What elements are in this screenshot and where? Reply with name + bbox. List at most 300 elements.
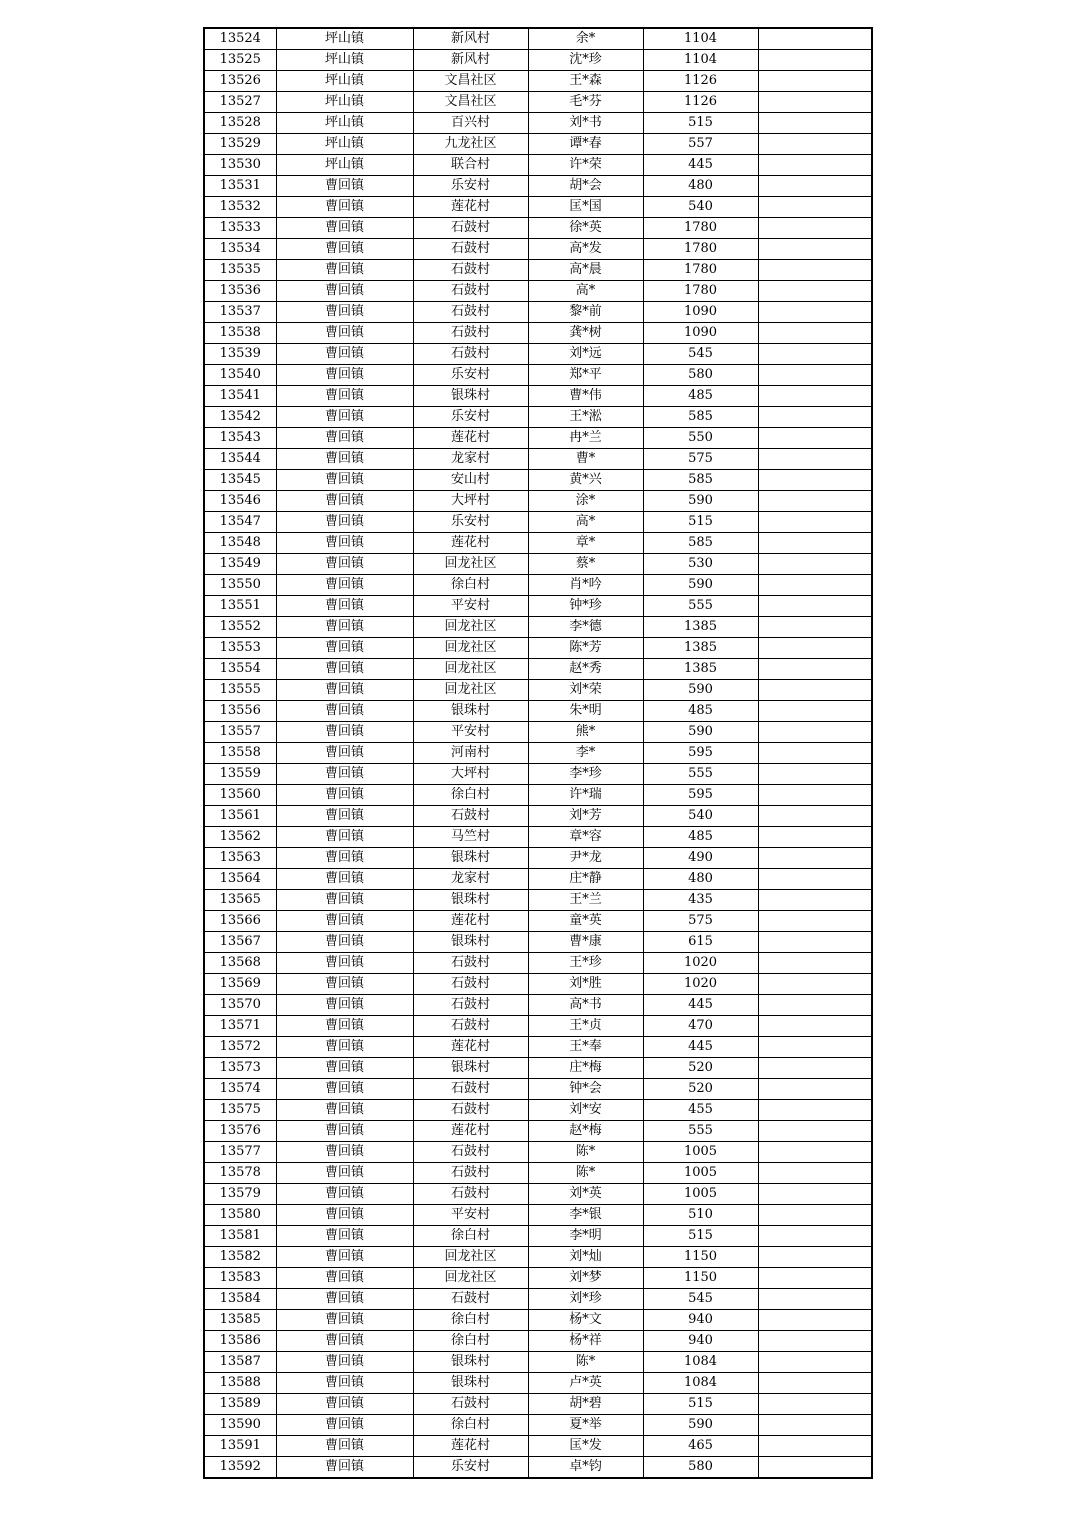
amount-cell: 515 <box>643 512 758 533</box>
town-cell: 曹回镇 <box>276 974 413 995</box>
record-id-cell: 13529 <box>204 134 276 155</box>
record-id-cell: 13570 <box>204 995 276 1016</box>
table-row <box>204 1163 872 1184</box>
name-cell: 夏*举 <box>528 1415 643 1436</box>
remark-cell <box>758 1037 872 1058</box>
town-cell: 曹回镇 <box>276 239 413 260</box>
name-cell: 余* <box>528 28 643 50</box>
amount-cell: 1104 <box>643 50 758 71</box>
town-cell: 曹回镇 <box>276 512 413 533</box>
amount-cell: 1385 <box>643 659 758 680</box>
table-row <box>204 1226 872 1247</box>
name-cell: 曹*康 <box>528 932 643 953</box>
remark-cell <box>758 1163 872 1184</box>
name-cell: 刘*荣 <box>528 680 643 701</box>
town-cell: 曹回镇 <box>276 575 413 596</box>
amount-cell: 510 <box>643 1205 758 1226</box>
name-cell: 曹*伟 <box>528 386 643 407</box>
remark-cell <box>758 848 872 869</box>
remark-cell <box>758 743 872 764</box>
table-row <box>204 995 872 1016</box>
remark-cell <box>758 260 872 281</box>
amount-cell: 1084 <box>643 1373 758 1394</box>
amount-cell: 1780 <box>643 260 758 281</box>
record-id-cell: 13580 <box>204 1205 276 1226</box>
record-id-cell: 13572 <box>204 1037 276 1058</box>
table-row <box>204 680 872 701</box>
amount-cell: 590 <box>643 680 758 701</box>
village-cell: 回龙社区 <box>413 1268 528 1289</box>
village-cell: 新风村 <box>413 28 528 50</box>
village-cell: 石鼓村 <box>413 1100 528 1121</box>
village-cell: 莲花村 <box>413 1121 528 1142</box>
table-row <box>204 554 872 575</box>
town-cell: 曹回镇 <box>276 197 413 218</box>
name-cell: 胡*会 <box>528 176 643 197</box>
record-id-cell: 13548 <box>204 533 276 554</box>
town-cell: 坪山镇 <box>276 134 413 155</box>
village-cell: 银珠村 <box>413 1373 528 1394</box>
table-row <box>204 197 872 218</box>
town-cell: 坪山镇 <box>276 50 413 71</box>
amount-cell: 445 <box>643 155 758 176</box>
remark-cell <box>758 1058 872 1079</box>
village-cell: 石鼓村 <box>413 344 528 365</box>
remark-cell <box>758 701 872 722</box>
name-cell: 高*书 <box>528 995 643 1016</box>
record-id-cell: 13549 <box>204 554 276 575</box>
amount-cell: 1780 <box>643 239 758 260</box>
roster-table-body <box>204 28 872 1478</box>
amount-cell: 515 <box>643 113 758 134</box>
table-row <box>204 50 872 71</box>
town-cell: 曹回镇 <box>276 806 413 827</box>
table-row <box>204 848 872 869</box>
village-cell: 石鼓村 <box>413 281 528 302</box>
village-cell: 文昌社区 <box>413 71 528 92</box>
name-cell: 王*珍 <box>528 953 643 974</box>
name-cell: 黄*兴 <box>528 470 643 491</box>
table-row <box>204 1016 872 1037</box>
town-cell: 曹回镇 <box>276 911 413 932</box>
record-id-cell: 13527 <box>204 92 276 113</box>
table-row <box>204 638 872 659</box>
amount-cell: 1126 <box>643 71 758 92</box>
record-id-cell: 13543 <box>204 428 276 449</box>
town-cell: 曹回镇 <box>276 848 413 869</box>
table-row <box>204 491 872 512</box>
amount-cell: 485 <box>643 827 758 848</box>
name-cell: 胡*碧 <box>528 1394 643 1415</box>
amount-cell: 590 <box>643 1415 758 1436</box>
name-cell: 杨*文 <box>528 1310 643 1331</box>
record-id-cell: 13551 <box>204 596 276 617</box>
amount-cell: 540 <box>643 197 758 218</box>
amount-cell: 1126 <box>643 92 758 113</box>
record-id-cell: 13577 <box>204 1142 276 1163</box>
name-cell: 陈* <box>528 1352 643 1373</box>
village-cell: 石鼓村 <box>413 995 528 1016</box>
record-id-cell: 13565 <box>204 890 276 911</box>
record-id-cell: 13583 <box>204 1268 276 1289</box>
table-row <box>204 1352 872 1373</box>
table-row <box>204 701 872 722</box>
table-row <box>204 386 872 407</box>
town-cell: 坪山镇 <box>276 155 413 176</box>
table-row <box>204 281 872 302</box>
village-cell: 龙家村 <box>413 869 528 890</box>
amount-cell: 580 <box>643 365 758 386</box>
amount-cell: 580 <box>643 1457 758 1479</box>
town-cell: 曹回镇 <box>276 407 413 428</box>
amount-cell: 545 <box>643 344 758 365</box>
amount-cell: 615 <box>643 932 758 953</box>
table-row <box>204 659 872 680</box>
record-id-cell: 13554 <box>204 659 276 680</box>
name-cell: 肖*吟 <box>528 575 643 596</box>
remark-cell <box>758 533 872 554</box>
village-cell: 平安村 <box>413 596 528 617</box>
table-row <box>204 1289 872 1310</box>
amount-cell: 1005 <box>643 1142 758 1163</box>
remark-cell <box>758 1247 872 1268</box>
table-row <box>204 1142 872 1163</box>
amount-cell: 515 <box>643 1226 758 1247</box>
town-cell: 坪山镇 <box>276 28 413 50</box>
table-row <box>204 806 872 827</box>
amount-cell: 940 <box>643 1310 758 1331</box>
name-cell: 章*容 <box>528 827 643 848</box>
village-cell: 石鼓村 <box>413 1142 528 1163</box>
town-cell: 曹回镇 <box>276 1142 413 1163</box>
town-cell: 曹回镇 <box>276 869 413 890</box>
record-id-cell: 13531 <box>204 176 276 197</box>
amount-cell: 1020 <box>643 974 758 995</box>
remark-cell <box>758 1457 872 1479</box>
town-cell: 曹回镇 <box>276 1016 413 1037</box>
village-cell: 河南村 <box>413 743 528 764</box>
amount-cell: 590 <box>643 491 758 512</box>
table-row <box>204 785 872 806</box>
remark-cell <box>758 827 872 848</box>
record-id-cell: 13534 <box>204 239 276 260</box>
amount-cell: 557 <box>643 134 758 155</box>
amount-cell: 1104 <box>643 28 758 50</box>
table-row <box>204 953 872 974</box>
record-id-cell: 13560 <box>204 785 276 806</box>
remark-cell <box>758 449 872 470</box>
name-cell: 冉*兰 <box>528 428 643 449</box>
village-cell: 银珠村 <box>413 848 528 869</box>
table-row <box>204 134 872 155</box>
amount-cell: 550 <box>643 428 758 449</box>
village-cell: 银珠村 <box>413 386 528 407</box>
record-id-cell: 13550 <box>204 575 276 596</box>
amount-cell: 515 <box>643 1394 758 1415</box>
remark-cell <box>758 1184 872 1205</box>
table-row <box>204 722 872 743</box>
village-cell: 徐白村 <box>413 1415 528 1436</box>
table-row <box>204 113 872 134</box>
record-id-cell: 13547 <box>204 512 276 533</box>
record-id-cell: 13562 <box>204 827 276 848</box>
amount-cell: 555 <box>643 596 758 617</box>
town-cell: 曹回镇 <box>276 554 413 575</box>
town-cell: 曹回镇 <box>276 701 413 722</box>
record-id-cell: 13528 <box>204 113 276 134</box>
remark-cell <box>758 1289 872 1310</box>
remark-cell <box>758 1079 872 1100</box>
name-cell: 赵*梅 <box>528 1121 643 1142</box>
name-cell: 朱*明 <box>528 701 643 722</box>
table-row <box>204 1247 872 1268</box>
amount-cell: 490 <box>643 848 758 869</box>
village-cell: 徐白村 <box>413 1226 528 1247</box>
name-cell: 李*珍 <box>528 764 643 785</box>
town-cell: 曹回镇 <box>276 428 413 449</box>
amount-cell: 555 <box>643 1121 758 1142</box>
town-cell: 曹回镇 <box>276 1310 413 1331</box>
name-cell: 陈*芳 <box>528 638 643 659</box>
table-row <box>204 1394 872 1415</box>
town-cell: 曹回镇 <box>276 1394 413 1415</box>
amount-cell: 590 <box>643 722 758 743</box>
town-cell: 坪山镇 <box>276 113 413 134</box>
village-cell: 莲花村 <box>413 1436 528 1457</box>
amount-cell: 585 <box>643 407 758 428</box>
table-row <box>204 449 872 470</box>
village-cell: 银珠村 <box>413 701 528 722</box>
amount-cell: 480 <box>643 869 758 890</box>
town-cell: 曹回镇 <box>276 1373 413 1394</box>
name-cell: 曹* <box>528 449 643 470</box>
town-cell: 曹回镇 <box>276 344 413 365</box>
remark-cell <box>758 1415 872 1436</box>
name-cell: 李* <box>528 743 643 764</box>
amount-cell: 435 <box>643 890 758 911</box>
remark-cell <box>758 176 872 197</box>
town-cell: 曹回镇 <box>276 1058 413 1079</box>
remark-cell <box>758 1226 872 1247</box>
amount-cell: 520 <box>643 1079 758 1100</box>
table-row <box>204 827 872 848</box>
table-row <box>204 1079 872 1100</box>
amount-cell: 465 <box>643 1436 758 1457</box>
town-cell: 曹回镇 <box>276 1457 413 1479</box>
record-id-cell: 13589 <box>204 1394 276 1415</box>
table-row <box>204 155 872 176</box>
remark-cell <box>758 155 872 176</box>
amount-cell: 1005 <box>643 1163 758 1184</box>
record-id-cell: 13579 <box>204 1184 276 1205</box>
record-id-cell: 13558 <box>204 743 276 764</box>
village-cell: 新风村 <box>413 50 528 71</box>
town-cell: 曹回镇 <box>276 533 413 554</box>
remark-cell <box>758 71 872 92</box>
village-cell: 回龙社区 <box>413 617 528 638</box>
name-cell: 许*瑞 <box>528 785 643 806</box>
town-cell: 坪山镇 <box>276 71 413 92</box>
record-id-cell: 13569 <box>204 974 276 995</box>
amount-cell: 1090 <box>643 323 758 344</box>
remark-cell <box>758 575 872 596</box>
table-row <box>204 1037 872 1058</box>
name-cell: 王*贞 <box>528 1016 643 1037</box>
amount-cell: 1084 <box>643 1352 758 1373</box>
name-cell: 匡*发 <box>528 1436 643 1457</box>
table-row <box>204 1415 872 1436</box>
name-cell: 陈* <box>528 1163 643 1184</box>
amount-cell: 555 <box>643 764 758 785</box>
town-cell: 曹回镇 <box>276 680 413 701</box>
table-row <box>204 1058 872 1079</box>
village-cell: 回龙社区 <box>413 554 528 575</box>
remark-cell <box>758 113 872 134</box>
table-row <box>204 1121 872 1142</box>
name-cell: 沈*珍 <box>528 50 643 71</box>
village-cell: 石鼓村 <box>413 323 528 344</box>
remark-cell <box>758 869 872 890</box>
village-cell: 马竺村 <box>413 827 528 848</box>
name-cell: 刘*英 <box>528 1184 643 1205</box>
name-cell: 许*荣 <box>528 155 643 176</box>
record-id-cell: 13555 <box>204 680 276 701</box>
table-row <box>204 260 872 281</box>
village-cell: 莲花村 <box>413 911 528 932</box>
remark-cell <box>758 974 872 995</box>
town-cell: 曹回镇 <box>276 827 413 848</box>
amount-cell: 455 <box>643 1100 758 1121</box>
amount-cell: 445 <box>643 995 758 1016</box>
town-cell: 曹回镇 <box>276 722 413 743</box>
remark-cell <box>758 1100 872 1121</box>
village-cell: 莲花村 <box>413 428 528 449</box>
name-cell: 刘*梦 <box>528 1268 643 1289</box>
remark-cell <box>758 92 872 113</box>
village-cell: 石鼓村 <box>413 302 528 323</box>
table-row <box>204 1100 872 1121</box>
amount-cell: 595 <box>643 785 758 806</box>
name-cell: 李*银 <box>528 1205 643 1226</box>
record-id-cell: 13545 <box>204 470 276 491</box>
table-row <box>204 911 872 932</box>
amount-cell: 1780 <box>643 218 758 239</box>
remark-cell <box>758 1310 872 1331</box>
record-id-cell: 13561 <box>204 806 276 827</box>
town-cell: 曹回镇 <box>276 1331 413 1352</box>
name-cell: 章* <box>528 533 643 554</box>
town-cell: 曹回镇 <box>276 386 413 407</box>
record-id-cell: 13586 <box>204 1331 276 1352</box>
name-cell: 卓*钧 <box>528 1457 643 1479</box>
amount-cell: 1780 <box>643 281 758 302</box>
village-cell: 石鼓村 <box>413 260 528 281</box>
table-row <box>204 743 872 764</box>
village-cell: 平安村 <box>413 722 528 743</box>
record-id-cell: 13544 <box>204 449 276 470</box>
town-cell: 曹回镇 <box>276 764 413 785</box>
amount-cell: 575 <box>643 911 758 932</box>
town-cell: 曹回镇 <box>276 1037 413 1058</box>
name-cell: 刘*胜 <box>528 974 643 995</box>
town-cell: 曹回镇 <box>276 1415 413 1436</box>
name-cell: 刘*远 <box>528 344 643 365</box>
village-cell: 莲花村 <box>413 1037 528 1058</box>
table-row <box>204 764 872 785</box>
table-row <box>204 1457 872 1479</box>
record-id-cell: 13536 <box>204 281 276 302</box>
name-cell: 黎*前 <box>528 302 643 323</box>
name-cell: 尹*龙 <box>528 848 643 869</box>
remark-cell <box>758 239 872 260</box>
town-cell: 曹回镇 <box>276 995 413 1016</box>
remark-cell <box>758 1205 872 1226</box>
table-row <box>204 1331 872 1352</box>
village-cell: 石鼓村 <box>413 1163 528 1184</box>
name-cell: 刘*书 <box>528 113 643 134</box>
record-id-cell: 13564 <box>204 869 276 890</box>
village-cell: 乐安村 <box>413 176 528 197</box>
table-row <box>204 1436 872 1457</box>
town-cell: 曹回镇 <box>276 323 413 344</box>
town-cell: 曹回镇 <box>276 1226 413 1247</box>
name-cell: 高*发 <box>528 239 643 260</box>
town-cell: 曹回镇 <box>276 659 413 680</box>
remark-cell <box>758 218 872 239</box>
remark-cell <box>758 50 872 71</box>
name-cell: 赵*秀 <box>528 659 643 680</box>
remark-cell <box>758 995 872 1016</box>
village-cell: 回龙社区 <box>413 680 528 701</box>
name-cell: 王*森 <box>528 71 643 92</box>
name-cell: 熊* <box>528 722 643 743</box>
record-id-cell: 13535 <box>204 260 276 281</box>
record-id-cell: 13566 <box>204 911 276 932</box>
amount-cell: 595 <box>643 743 758 764</box>
remark-cell <box>758 134 872 155</box>
town-cell: 曹回镇 <box>276 1184 413 1205</box>
record-id-cell: 13591 <box>204 1436 276 1457</box>
record-id-cell: 13539 <box>204 344 276 365</box>
record-id-cell: 13541 <box>204 386 276 407</box>
remark-cell <box>758 491 872 512</box>
record-id-cell: 13582 <box>204 1247 276 1268</box>
name-cell: 刘*珍 <box>528 1289 643 1310</box>
table-row <box>204 92 872 113</box>
record-id-cell: 13533 <box>204 218 276 239</box>
town-cell: 曹回镇 <box>276 449 413 470</box>
table-row <box>204 596 872 617</box>
name-cell: 高*晨 <box>528 260 643 281</box>
remark-cell <box>758 1268 872 1289</box>
remark-cell <box>758 617 872 638</box>
remark-cell <box>758 1331 872 1352</box>
amount-cell: 480 <box>643 176 758 197</box>
village-cell: 石鼓村 <box>413 1184 528 1205</box>
table-row <box>204 71 872 92</box>
name-cell: 陈* <box>528 1142 643 1163</box>
town-cell: 曹回镇 <box>276 1163 413 1184</box>
table-row <box>204 512 872 533</box>
remark-cell <box>758 911 872 932</box>
town-cell: 曹回镇 <box>276 743 413 764</box>
village-cell: 联合村 <box>413 155 528 176</box>
name-cell: 童*英 <box>528 911 643 932</box>
town-cell: 曹回镇 <box>276 932 413 953</box>
name-cell: 郑*平 <box>528 365 643 386</box>
record-id-cell: 13563 <box>204 848 276 869</box>
record-id-cell: 13568 <box>204 953 276 974</box>
